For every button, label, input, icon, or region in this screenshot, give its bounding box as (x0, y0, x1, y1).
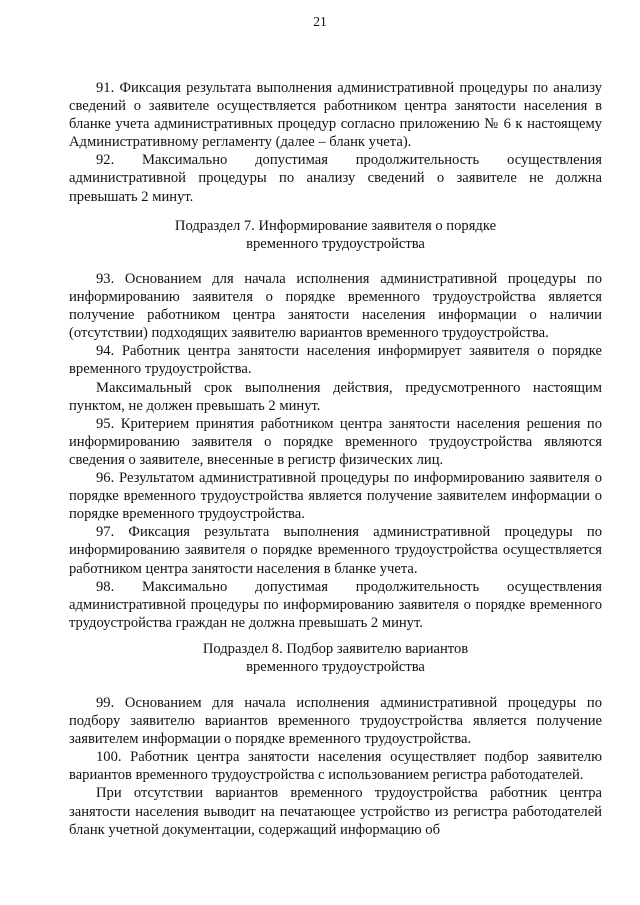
section-7-heading (69, 217, 602, 253)
paragraph-94-note: Максимальный срок выполнения действия, предусмотренного настоящим пунктом, не должен превышать 2 минут. (69, 379, 602, 414)
paragraph-block-3 (69, 694, 602, 839)
paragraph-96: 96. Результатом административной процедуры по информированию заявителя о порядке временного трудоустройства является получение заявителем информации о порядке временного трудоустройства. (69, 470, 602, 523)
paragraph-91: 91. Фиксация результата выполнения административной процедуры по анализу сведений о заявителе осуществляется работником центра занятости населения в бланке учета административных процедур согласно приложению № 6 к настоящему Административному регламенту (далее – бланк учета). (69, 80, 602, 151)
paragraph-97: 97. Фиксация результата выполнения административной процедуры по информированию заявителя о порядке временного трудоустройства осуществляется работником центра занятости населения в бланке учета. (69, 524, 602, 577)
section-8-heading (69, 640, 602, 676)
paragraph-100: 100. Работник центра занятости населения осуществляет подбор заявителю вариантов временного трудоустройства с использованием регистра работодателей. (69, 749, 602, 784)
section-7-heading-line-2: временного трудоустройства (246, 236, 425, 253)
paragraph-93: 93. Основанием для начала исполнения административной процедуры по информированию заявителя о порядке временного трудоустройства является получение работником центра занятости населения информации о наличии (отсутствии) подходящих заявителю вариантов временного трудоустройства. (69, 271, 602, 342)
paragraph-100-continued: При отсутствии вариантов временного трудоустройства работник центра занятости населения выводит на печатающее устройство из регистра работодателей бланк учетной документации, содержащий информацию об (69, 785, 602, 838)
page-number: 21 (313, 14, 327, 29)
section-8-heading-line-1: Подраздел 8. Подбор заявителю вариантов (202, 641, 469, 657)
section-7-heading-line-1: Подраздел 7. Информирование заявителя о порядке (174, 218, 497, 234)
paragraph-block-1 (69, 79, 602, 206)
paragraph-92: 92. Максимально допустимая продолжительность осуществления административной процедуры по анализу сведений о заявителе не должна превышать 2 минут. (69, 152, 602, 205)
paragraph-block-2 (69, 270, 602, 632)
section-8-heading-line-2: временного трудоустройства (246, 659, 425, 676)
paragraph-94: 94. Работник центра занятости населения информирует заявителя о порядке временного трудоустройства. (69, 343, 602, 378)
paragraph-98: 98. Максимально допустимая продолжительность осуществления административной процедуры по информированию заявителя о порядке временного трудоустройства граждан не должна превышать 2 минут. (69, 578, 602, 631)
paragraph-99: 99. Основанием для начала исполнения административной процедуры по подбору заявителю вариантов временного трудоустройства является получение заявителем информации о порядке временного трудоустройства. (69, 695, 602, 748)
paragraph-95: 95. Критерием принятия работником центра занятости населения решения по информированию заявителя о порядке временного трудоустройства являются сведения о заявителе, внесенные в регистр физических лиц. (69, 415, 602, 468)
